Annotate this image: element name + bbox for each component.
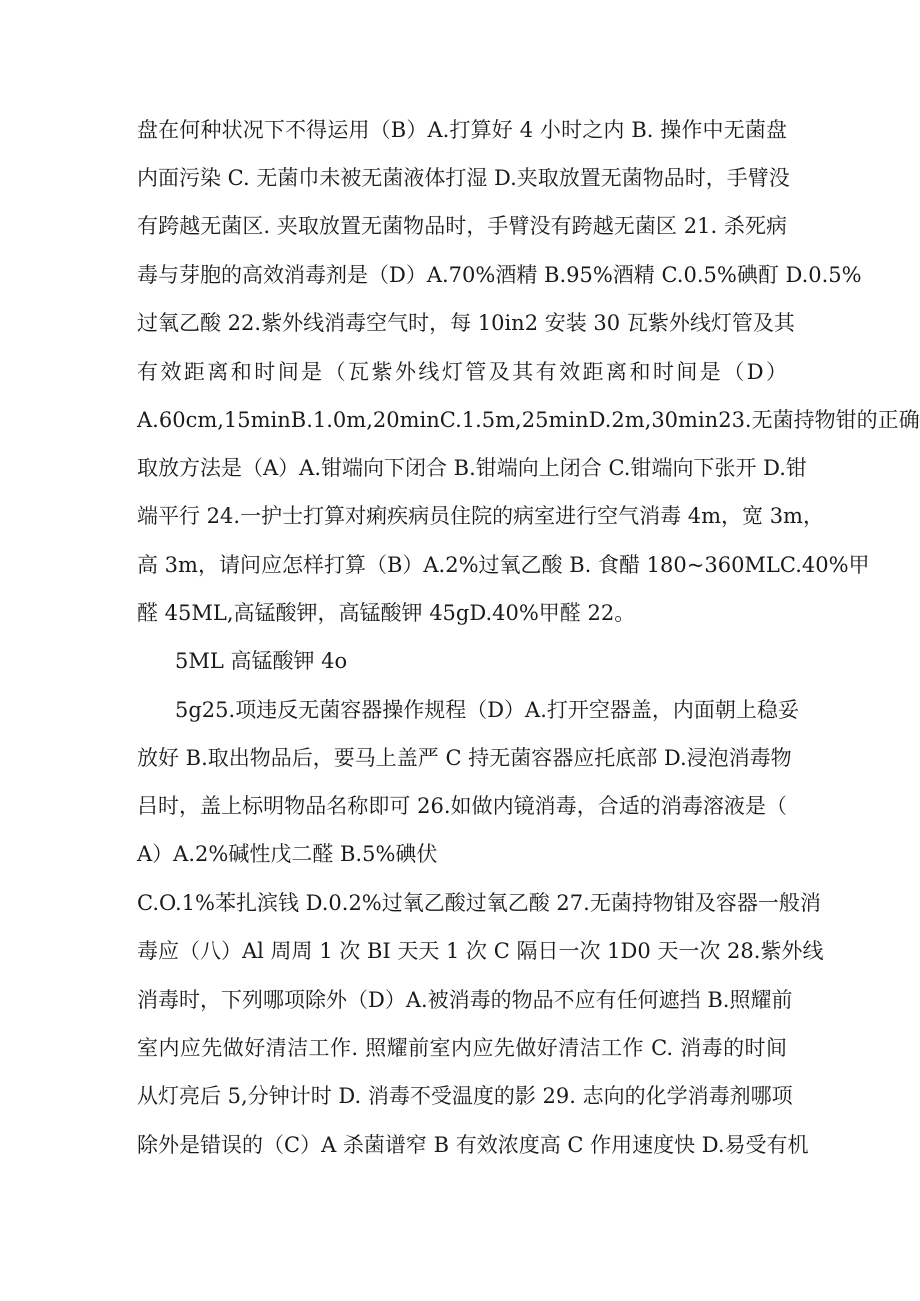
text-line: 有效距离和时间是（瓦紫外线灯管及其有效距离和时间是（D） — [137, 360, 787, 384]
text-line: 端平行 24.一护士打算对痢疾病员住院的病室进行空气消毒 4m，宽 3m， — [137, 504, 824, 528]
text-line: 取放方法是（A）A.钳端向下闭合 B.钳端向上闭合 C.钳端向下张开 D.钳 — [137, 456, 807, 480]
text-line: 盘在何种状况下不得运用（B）A.打算好 4 小时之内 B. 操作中无菌盘 — [137, 118, 787, 142]
text-line: A）A.2%碱性戊二醛 B.5%碘伏 — [137, 842, 438, 866]
text-line: 毒与芽胞的高效消毒剂是（D）A.70%酒精 B.95%酒精 C.0.5%碘酊 D.0.5% — [137, 263, 862, 287]
text-line: 除外是错误的（C）A 杀菌谱窄 B 有效浓度高 C 作用速度快 D.易受有机 — [137, 1133, 809, 1157]
text-line: 消毒时，下列哪项除外（D）A.被消毒的物品不应有任何遮挡 B.照耀前 — [137, 988, 793, 1012]
text-line: 吕时，盖上标明物品名称即可 26.如做内镜消毒，合适的消毒溶液是（ — [137, 794, 787, 818]
text-line: 毒应（八）Al 周周 1 次 BI 天天 1 次 C 隔日一次 1D0 天一次 28.紫外线 — [137, 939, 824, 963]
text-line: 从灯亮后 5,分钟计时 D. 消毒不受温度的影 29. 志向的化学消毒剂哪项 — [137, 1084, 793, 1108]
text-line: 过氧乙酸 22.紫外线消毒空气时，每 10in2 安装 30 瓦紫外线灯管及其 — [137, 311, 795, 335]
text-line: 醛 45ML,高锰酸钾，高锰酸钾 45gD.40%甲醛 22。 — [137, 601, 636, 625]
text-line: C.O.1%苯扎滨钱 D.0.2%过氧乙酸过氧乙酸 27.无菌持物钳及容器一般消 — [137, 891, 821, 915]
paragraph-line: 5ML 高锰酸钾 4o — [175, 649, 348, 673]
text-line: 高 3m，请问应怎样打算（B）A.2%过氧乙酸 B. 食醋 180~360MLC.40%甲 — [137, 553, 870, 577]
paragraph-first-line: 5g25.项违反无菌容器操作规程（D）A.打开空器盖，内面朝上稳妥 — [175, 698, 799, 722]
text-line: 室内应先做好清洁工作. 照耀前室内应先做好清洁工作 C. 消毒的时间 — [137, 1036, 787, 1060]
text-line: 放好 B.取出物品后，要马上盖严 C 持无菌容器应托底部 D.浸泡消毒物 — [137, 746, 792, 770]
text-line: 有跨越无菌区. 夹取放置无菌物品时，手臂没有跨越无菌区 21. 杀死病 — [137, 214, 787, 238]
text-line: A.60cm,15minB.1.0m,20minC.1.5m,25minD.2m,30min23.无菌持物钳的正确 — [137, 408, 920, 432]
text-line: 内面污染 C. 无菌巾未被无菌液体打湿 D.夹取放置无菌物品时，手臂没 — [137, 166, 790, 190]
